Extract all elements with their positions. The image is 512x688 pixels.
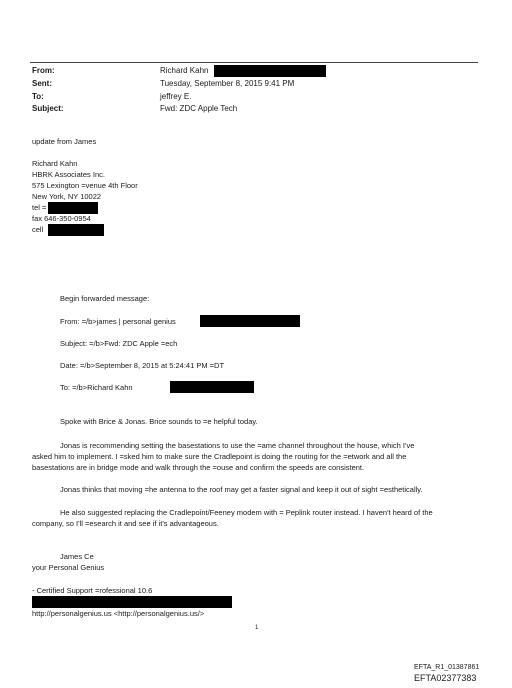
signature-line: fax 646-350-0954 <box>32 214 91 223</box>
sent-value: Tuesday, September 8, 2015 9:41 PM <box>160 79 295 88</box>
redaction-cell <box>48 224 104 236</box>
from-label: From: <box>32 66 55 75</box>
signature-line: Richard Kahn <box>32 159 78 168</box>
sig2-title: your Personal Genius <box>32 563 105 572</box>
sig2-cert: - Certified Support =rofessional 10.6 <box>32 586 153 595</box>
sig2-link[interactable]: http://personalgenius.us <http://personalgenius.us/> <box>32 609 205 618</box>
doc-id-large: EFTA02377383 <box>414 673 477 683</box>
paragraph-1: Spoke with Brice & Jonas. Brice sounds to =e helpful today. <box>60 417 258 426</box>
sig2-name: James Ce <box>60 552 94 561</box>
redaction-fwd-from <box>200 315 300 327</box>
to-label: To: <box>32 92 44 101</box>
fwd-to: To: =/b>Richard Kahn <box>60 383 133 392</box>
paragraph-2-line-1: Jonas is recommending setting the basestations to use the =ame channel throughout the house, which I've <box>60 441 415 450</box>
subject-value: Fwd: ZDC Apple Tech <box>160 104 238 113</box>
intro-text: update from James <box>32 137 97 146</box>
signature-line: New York, NY 10022 <box>32 192 102 201</box>
redaction-sig2 <box>32 596 232 608</box>
signature-line: tel = <box>32 203 47 212</box>
signature-line: cell <box>32 225 44 234</box>
to-value: jeffrey E. <box>160 92 192 101</box>
paragraph-2-line-2: asked him to implement. I =sked him to make sure the Cradlepoint is doing the routing for the =etwork and all the <box>32 452 407 461</box>
paragraph-3: Jonas thinks that moving =he antenna to the roof may get a faster signal and keep it out of sight =esthetically. <box>60 485 423 494</box>
from-value: Richard Kahn <box>160 66 209 75</box>
fwd-subject: Subject: =/b>Fwd: ZDC Apple =ech <box>60 339 178 348</box>
fwd-date: Date: =/b>September 8, 2015 at 5:24:41 PM =DT <box>60 361 225 370</box>
paragraph-4-line-1: He also suggested replacing the Cradlepoint/Feeney modem with = Peplink router instead. I haven't heard of the <box>60 508 433 517</box>
redaction-fwd-to <box>170 381 254 393</box>
fwd-from: From: =/b>james | personal genius <box>60 317 176 326</box>
subject-label: Subject: <box>32 104 64 113</box>
sent-label: Sent: <box>32 79 52 88</box>
page-number: 1 <box>255 625 259 631</box>
signature-line: 575 Lexington =venue 4th Floor <box>32 181 138 190</box>
header-rule <box>30 62 478 63</box>
redaction-from-email <box>214 65 326 77</box>
doc-id-small: EFTA_R1_01387861 <box>414 664 480 671</box>
redaction-tel <box>48 202 98 214</box>
paragraph-4-line-2: company, so I'll =esearch it and see if it's advantageous. <box>32 519 219 528</box>
signature-line: HBRK Associates Inc. <box>32 170 105 179</box>
paragraph-2-line-3: basestations are in bridge mode and walk through the =ouse and confirm the speeds are consistent. <box>32 463 365 472</box>
forwarded-label: Begin forwarded message: <box>60 294 150 303</box>
